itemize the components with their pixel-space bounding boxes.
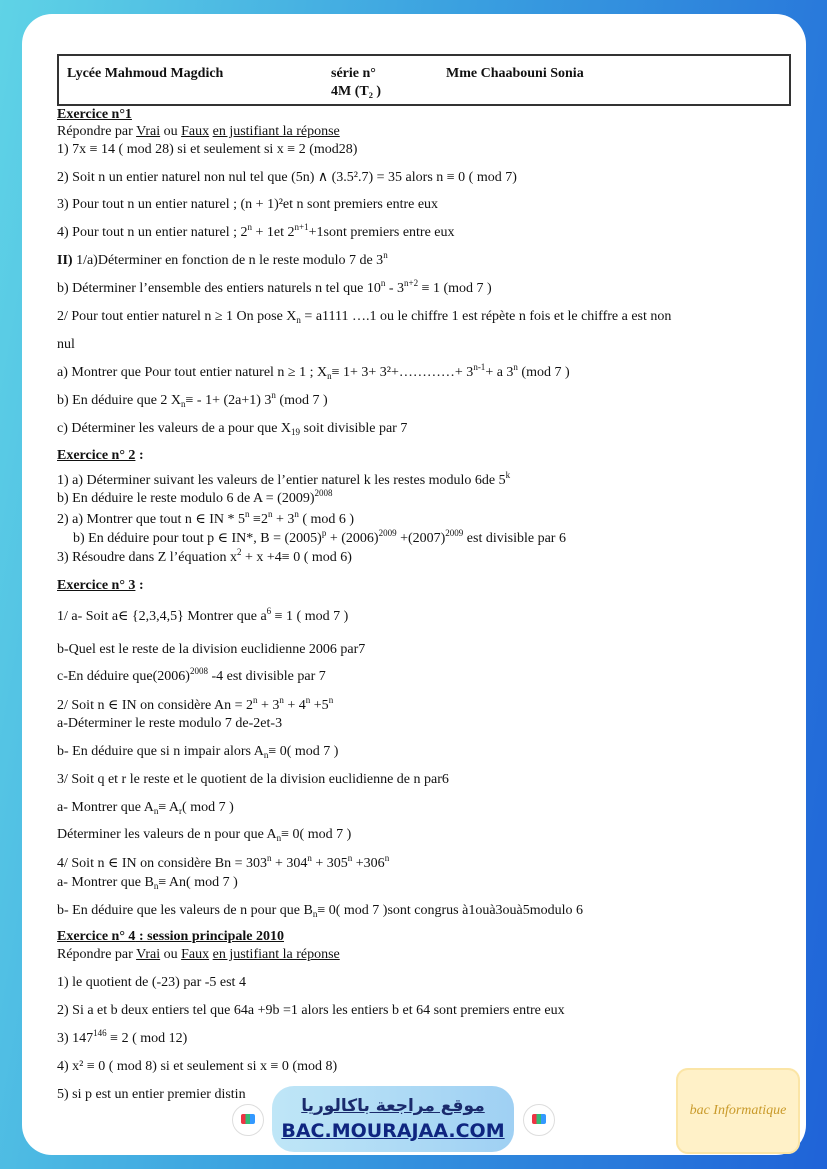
class-label: 4M (T₂ ) <box>331 84 382 99</box>
ex2-title: Exercice n° 2 : <box>57 448 144 463</box>
banner-site-url[interactable]: BAC.MOURAJAA.COM <box>281 1120 505 1142</box>
ex1-instructions: Répondre par Vrai ou Faux en justifiant la réponse <box>57 124 340 139</box>
ex1-qc: c) Déterminer les valeurs de a pour que $X_{19}$ soit divisible par 7 <box>57 421 408 437</box>
logo-left-icon <box>232 1104 264 1136</box>
ex3-l12: b- En déduire que les valeurs de n pour que $B_n\equiv 0$( mod 7 )sont congrus à1ouà3ouà5modulo 6 <box>57 903 584 919</box>
ex3-l2: b-Quel est le reste de la division euclidienne 2006 par7 <box>57 642 366 657</box>
document-page <box>22 14 806 1155</box>
ex1-title: Exercice n°1 <box>57 107 132 122</box>
ex3-l8: a- Montrer que $A_n\equiv A_r$( mod 7 ) <box>57 800 234 816</box>
teacher-name: Mme Chaabouni Sonia <box>446 66 584 81</box>
ex2-l2: b) En déduire le reste modulo 6 de $A = (2009)^{2008}$ <box>57 488 333 506</box>
ex3-l6: b- En déduire que si n impair alors $A_n\equiv 0$( mod 7 ) <box>57 744 339 760</box>
ex4-instructions: Répondre par Vrai ou Faux en justifiant la réponse <box>57 947 340 962</box>
ex3-l11: a- Montrer que $B_n\equiv An$( mod 7 ) <box>57 875 238 891</box>
ex3-title: Exercice n° 3 : <box>57 578 144 593</box>
ex4-q2: 2) Si a et b deux entiers tel que 64a +9b =1 alors les entiers b et 64 sont premiers entre eux <box>57 1003 565 1018</box>
ex4-q3: 3) $147^{146} \equiv 2$ ( mod 12) <box>57 1028 188 1046</box>
ex1-part2-1a: II) 1/a)Déterminer en fonction de n le reste modulo 7 de 3$^n$ <box>57 250 388 268</box>
ex1-q1: 1) 7x ≡ 14 ( mod 28) si et seulement si x ≡ 2 (mod28) <box>57 142 358 157</box>
bac-informatique-badge: bac Informatique <box>676 1068 800 1154</box>
banner-arabic-text: موقع مراجعة باكالوريا <box>301 1096 485 1116</box>
ex1-qb: b) En déduire que 2 $X_n\equiv - 1+ (2a+1)$ 3$^n$ (mod 7 ) <box>57 390 328 409</box>
ex3-l9: Déterminer les valeurs de n pour que $A_n\equiv 0$( mod 7 ) <box>57 827 352 843</box>
site-banner[interactable] <box>272 1086 514 1152</box>
ex4-title: Exercice n° 4 : session principale 2010 <box>57 929 285 944</box>
ex1-part2-1b: b) Déterminer l’ensemble des entiers naturels n tel que $10^n - 3^{n+2} \equiv 1$ (mod 7 ) <box>57 278 492 296</box>
ex1-q2: 2) Soit n un entier naturel non nul tel que (5n) ∧ (3.5².7) = 35 alors n ≡ 0 ( mod 7) <box>57 170 517 185</box>
ex3-l4: 2/ Soit n ∈ IN on considère $An = 2^n + 3^n + 4^n +5^n$ <box>57 695 334 713</box>
ex2-l3: 2) a) Montrer que tout n ∈ IN * $5^n \equiv 2^n + 3^n$ ( mod 6 ) <box>57 509 355 527</box>
ex4-q1: 1) le quotient de (-23) par -5 est 4 <box>57 975 246 990</box>
logo-right-icon <box>523 1104 555 1136</box>
ex1-qa: a) Montrer que Pour tout entier naturel n ≥ 1 ; $X_n\equiv 1+ 3+$ 3²+…………+ $3^{n-1}+ a$ 3$^n$ (mod 7 ) <box>57 362 570 381</box>
ex1-q3: 3) Pour tout n un entier naturel ; (n + 1)²et n sont premiers entre eux <box>57 197 439 212</box>
ex2-l5: 3) Résoudre dans Z l’équation $x^2 + x +4\equiv 0$ ( mod 6) <box>57 547 352 565</box>
document-content <box>57 54 783 1102</box>
ex3-l1: 1/ a- Soit a∈ {2,3,4,5} Montrer que $a^6 \equiv 1$ ( mod 7 ) <box>57 606 349 624</box>
school-name: Lycée Mahmoud Magdich <box>67 66 224 81</box>
header-box <box>57 54 791 106</box>
ex4-q4: 4) x² ≡ 0 ( mod 8) si et seulement si x ≡ 0 (mod 8) <box>57 1059 338 1074</box>
ex1-part2-2: 2/ Pour tout entier naturel n ≥ 1 On pose $X_n = a1111$ ….1 ou le chiffre 1 est répète n fois et le chiffre a est non <box>57 309 672 325</box>
ex3-l10: 4/ Soit n ∈ IN on considère $Bn = 303^n + 304^n + 305^n +306^n$ <box>57 853 390 871</box>
ex2-l1: 1) a) Déterminer suivant les valeurs de l’entier naturel k les restes modulo 6de 5$^k$ <box>57 470 511 488</box>
ex2-l4: b) En déduire pour tout p ∈ IN*, $B = (2005)^p + (2006)^{2009} +(2007)^{2009}$ est divisible par 6 <box>73 528 566 546</box>
serie-label: série n° <box>331 66 376 81</box>
ex1-nul: nul <box>57 337 75 352</box>
ex3-l3: c-En déduire $que(2006)^{2008}$ -4 est divisible par 7 <box>57 666 326 684</box>
ex4-q5: 5) si p est un entier premier distin <box>57 1087 246 1102</box>
ex1-q4: 4) Pour tout n un entier naturel ; $2^n + 1et$ $2^{n+1}+1sont$ premiers entre eux <box>57 222 455 240</box>
ex3-l5: a-Déterminer le reste modulo 7 de-2et-3 <box>57 716 283 731</box>
ex3-l7: 3/ Soit q et r le reste et le quotient de la division euclidienne de n par6 <box>57 772 449 787</box>
